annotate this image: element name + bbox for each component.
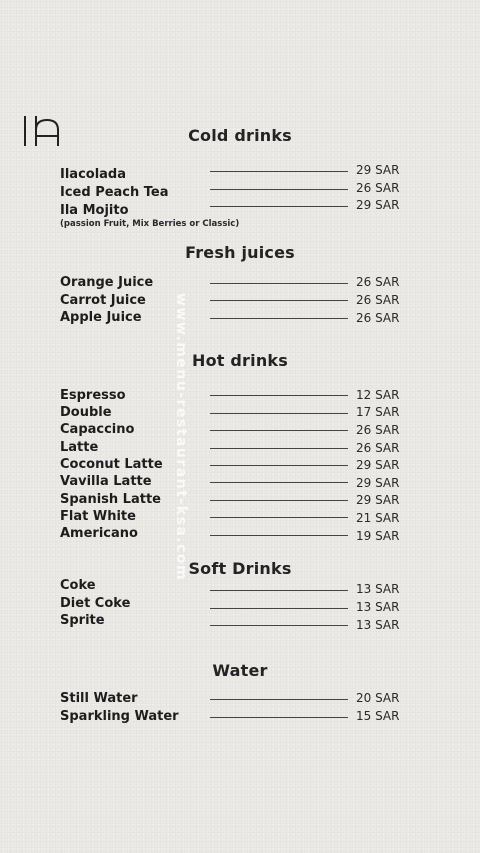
menu-item-name: Spanish Latte (60, 492, 161, 507)
menu-item-name: Flat White (60, 509, 136, 524)
menu-item-price: 19 SAR (356, 529, 400, 543)
menu-item-name: Sparkling Water (60, 709, 179, 724)
leader-line (210, 430, 348, 431)
leader-line (210, 189, 348, 190)
leader-line (210, 590, 348, 591)
website-watermark: www.menu-restaurant-ksa.com (173, 293, 189, 582)
leader-line (210, 465, 348, 466)
leader-line (210, 625, 348, 626)
menu-item-name: Apple Juice (60, 310, 142, 325)
menu-item-name: Iced Peach Tea (60, 185, 169, 200)
menu-item-price: 13 SAR (356, 600, 400, 614)
menu-item-name: Double (60, 405, 112, 420)
menu-item-name: Diet Coke (60, 596, 131, 611)
leader-line (210, 717, 348, 718)
leader-line (210, 171, 348, 172)
menu-item-price: 12 SAR (356, 388, 400, 402)
menu-item-price: 29 SAR (356, 493, 400, 507)
leader-line (210, 517, 348, 518)
menu-item-price: 26 SAR (356, 275, 400, 289)
leader-line (210, 300, 348, 301)
menu-item-price: 26 SAR (356, 423, 400, 437)
leader-line (210, 448, 348, 449)
leader-line (210, 535, 348, 536)
menu-item-price: 29 SAR (356, 198, 400, 212)
menu-item-price: 26 SAR (356, 293, 400, 307)
menu-item-name: Ila Mojito (60, 203, 129, 218)
menu-item-name: Still Water (60, 691, 138, 706)
menu-item-name: Sprite (60, 613, 105, 628)
leader-line (210, 206, 348, 207)
leader-line (210, 413, 348, 414)
section-title-hot-drinks: Hot drinks (192, 351, 288, 370)
menu-item-price: 26 SAR (356, 181, 400, 195)
menu-item-name: Capaccino (60, 422, 135, 437)
leader-line (210, 500, 348, 501)
menu-item-price: 26 SAR (356, 441, 400, 455)
menu-item-name: Coke (60, 578, 96, 593)
menu-item-name: Coconut Latte (60, 457, 163, 472)
section-title-water: Water (212, 661, 268, 680)
section-title-fresh-juices: Fresh juices (185, 243, 295, 262)
section-title-cold-drinks: Cold drinks (188, 126, 292, 145)
section-title-soft-drinks: Soft Drinks (188, 559, 292, 578)
leader-line (210, 395, 348, 396)
menu-item-price: 29 SAR (356, 163, 400, 177)
leader-line (210, 608, 348, 609)
leader-line (210, 699, 348, 700)
menu-item-name: Orange Juice (60, 275, 154, 290)
menu-item-name: Americano (60, 526, 138, 541)
menu-item-price: 20 SAR (356, 691, 400, 705)
menu-item-price: 29 SAR (356, 458, 400, 472)
leader-line (210, 318, 348, 319)
menu-item-price: 21 SAR (356, 511, 400, 525)
menu-item-name: Vavilla Latte (60, 474, 152, 489)
menu-item-name: Espresso (60, 388, 126, 403)
menu-item-note: (passion Fruit, Mix Berries or Classic) (60, 219, 240, 229)
leader-line (210, 482, 348, 483)
leader-line (210, 283, 348, 284)
menu-item-price: 29 SAR (356, 476, 400, 490)
menu-item-price: 26 SAR (356, 311, 400, 325)
menu-item-price: 17 SAR (356, 405, 400, 419)
menu-item-name: Carrot Juice (60, 293, 146, 308)
menu-item-price: 13 SAR (356, 618, 400, 632)
menu-item-price: 13 SAR (356, 582, 400, 596)
menu-item-price: 15 SAR (356, 709, 400, 723)
menu-item-name: Latte (60, 440, 99, 455)
menu-item-name: Ilacolada (60, 167, 127, 182)
